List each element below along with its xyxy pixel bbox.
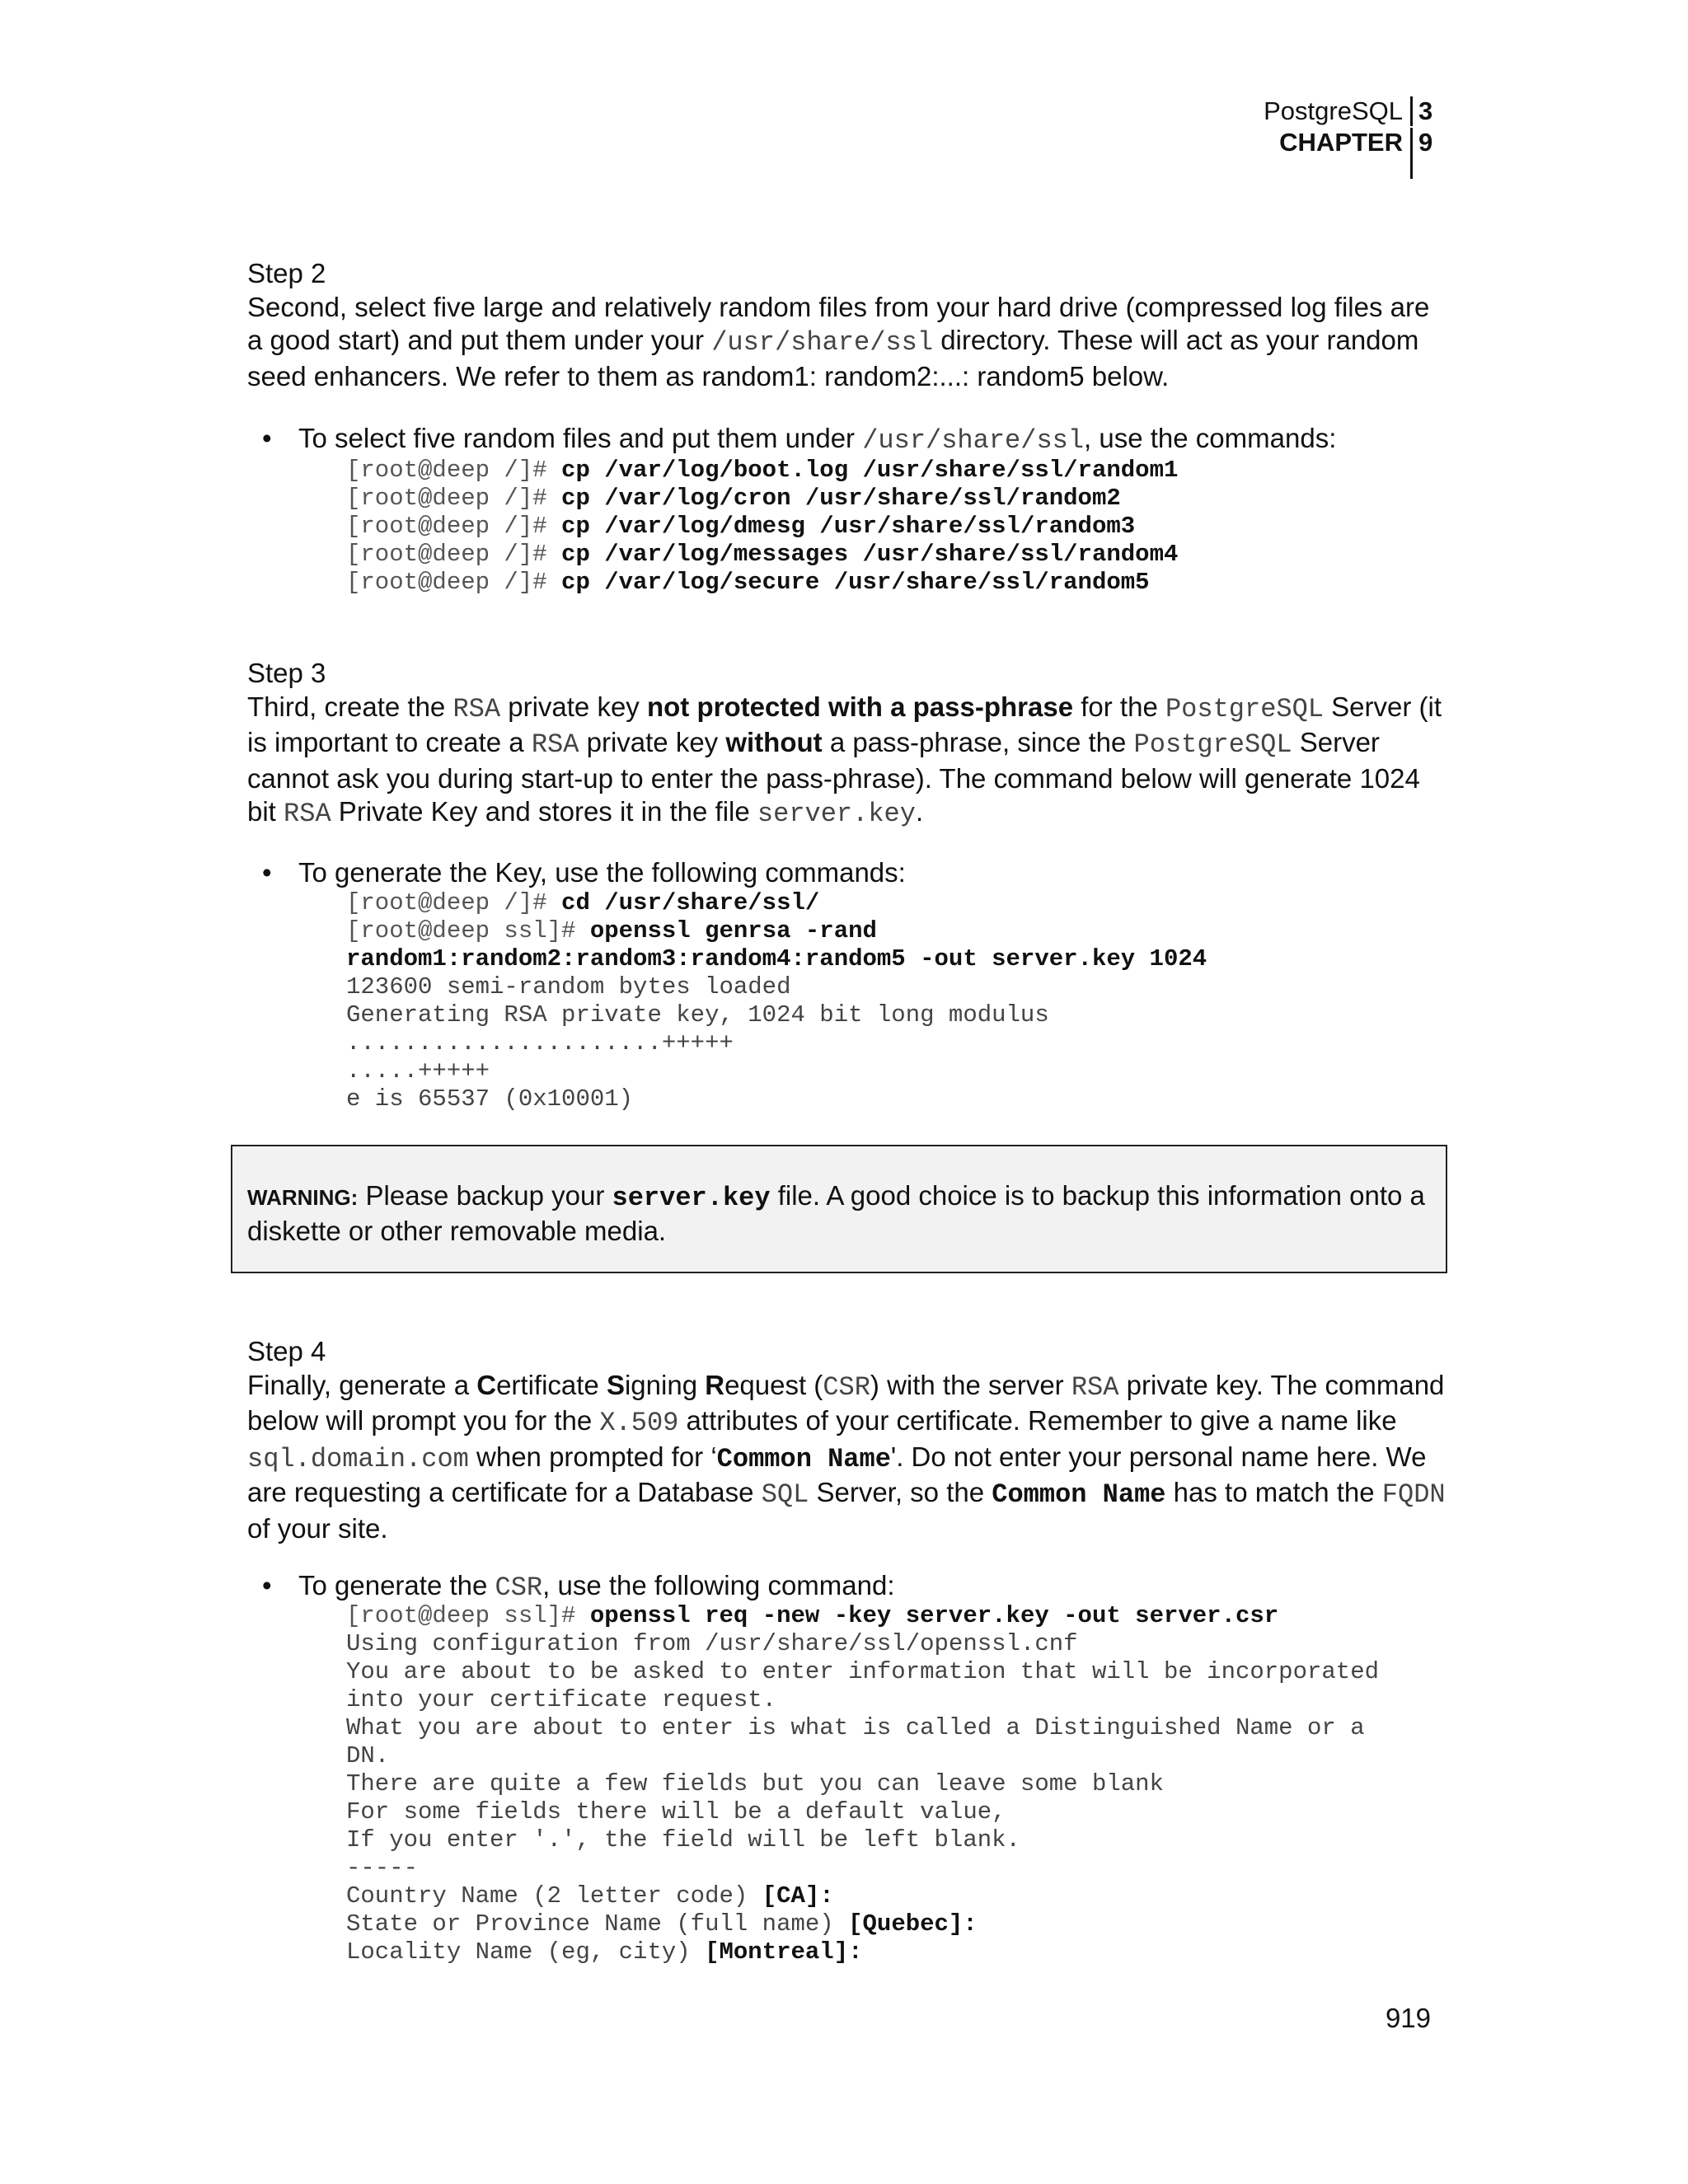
code-prompt: [root@deep /]#: [346, 485, 562, 512]
code-output-line: .....+++++: [346, 1057, 490, 1085]
bullet-icon: •: [262, 857, 272, 888]
code-output-line: You are about to be asked to enter information that will be incorporated: [346, 1658, 1380, 1685]
step3-bullet-text: To generate the Key, use the following commands:: [298, 857, 906, 888]
inline-code: server.key: [757, 799, 916, 829]
bold-text: not protected with a pass-phrase: [646, 691, 1074, 722]
code-prompt: [root@deep /]#: [346, 541, 562, 568]
code-line: [346, 485, 1178, 513]
text: attributes of your certificate. Remember to give a name like: [678, 1405, 1397, 1436]
code-output-line: -----: [346, 1854, 419, 1882]
text: '. Do not enter your personal name here. We are requesting a certificate for a Database: [247, 1441, 1427, 1507]
text: private key. The command below will prompt you for the: [247, 1369, 1445, 1436]
code-command: cp /var/log/messages /usr/share/ssl/random4: [561, 541, 1179, 568]
text: Finally, generate a: [247, 1369, 477, 1400]
code-prompt: [root@deep ssl]#: [346, 1602, 590, 1629]
code-command: cp /var/log/cron /usr/share/ssl/random2: [561, 485, 1121, 512]
text: when prompted for ‘: [468, 1441, 717, 1472]
text: Third, create the: [247, 691, 453, 722]
code-command: random1:random2:random3:random4:random5 -out server.key 1024: [346, 945, 1207, 972]
step4-bullet: [262, 1569, 895, 1605]
code-output-line: What you are about to enter is what is called a Distinguished Name or a: [346, 1714, 1365, 1741]
bold-text: without: [725, 727, 823, 757]
code-output-line: There are quite a few fields but you can leave some blank: [346, 1770, 1164, 1797]
code-line: [346, 569, 1178, 597]
header-chapter-digit-1: 3: [1410, 96, 1435, 126]
inline-code: RSA: [531, 729, 579, 760]
step4-bullet-text-b: , use the following command:: [542, 1570, 895, 1601]
code-prompt: [root@deep /]#: [346, 889, 562, 916]
code-line: [346, 1910, 1379, 1938]
code-output-line: 123600 semi-random bytes loaded: [346, 973, 791, 1001]
code-line: [346, 541, 1178, 569]
code-output-line: If you enter '.', the field will be left blank.: [346, 1826, 1020, 1854]
warning-file: server.key: [612, 1183, 771, 1213]
inline-code: RSA: [452, 693, 501, 724]
header-chapter-label: CHAPTER: [1279, 128, 1403, 157]
running-header: [1264, 96, 1435, 158]
step2-path: /usr/share/ssl: [711, 327, 934, 358]
code-output-line: DN.: [346, 1742, 390, 1769]
code-command: openssl req -new -key server.key -out server.csr: [589, 1602, 1279, 1629]
header-row-title: [1264, 96, 1435, 127]
bold-text: C: [476, 1369, 497, 1400]
text: igning: [624, 1369, 706, 1400]
step3-code-block: [346, 889, 1207, 1113]
step2-bullet-path: /usr/share/ssl: [862, 425, 1085, 456]
code-command: cp /var/log/boot.log /usr/share/ssl/random1: [561, 457, 1179, 484]
code-line: [346, 1882, 1379, 1910]
text: .: [915, 796, 924, 827]
step3-title: Step 3: [247, 658, 326, 688]
text: a pass-phrase, since the: [822, 727, 1134, 757]
step4-bullet-csr: CSR: [495, 1572, 543, 1603]
inline-code: PostgreSQL: [1133, 729, 1292, 760]
step4-code-block: [346, 1602, 1379, 1966]
code-output-line: ......................+++++: [346, 1029, 734, 1057]
step4-bullet-text-a: To generate the: [298, 1570, 495, 1601]
code-output-line: Using configuration from /usr/share/ssl/openssl.cnf: [346, 1630, 1078, 1657]
code-prompt: [root@deep ssl]#: [346, 917, 590, 944]
step2-section: [247, 257, 1451, 393]
step4-section: [247, 1335, 1451, 1545]
text: Private Key and stores it in the file: [331, 796, 757, 827]
header-row-chapter: [1264, 127, 1435, 158]
step3-bullet: [262, 856, 906, 889]
inline-code: sql.domain.com: [247, 1443, 469, 1474]
text: has to match the: [1165, 1477, 1382, 1507]
code-command: cd /usr/share/ssl/: [561, 889, 820, 916]
code-prompt: [root@deep /]#: [346, 457, 562, 484]
code-command: cp /var/log/secure /usr/share/ssl/random5: [561, 569, 1150, 596]
code-output-line: e is 65537 (0x10001): [346, 1085, 634, 1113]
text: for the: [1073, 691, 1165, 722]
prompt-question: Country Name (2 letter code): [346, 1882, 762, 1910]
step2-text-b: directory. These will act as your random seed enhancers. We refer to them as random1: random2:...: random5 below.: [247, 325, 1419, 391]
prompt-question: Locality Name (eg, city): [346, 1938, 706, 1966]
prompt-default: [Quebec]:: [848, 1910, 978, 1938]
code-line: [346, 1602, 1379, 1630]
inline-code: SQL: [761, 1479, 809, 1510]
prompt-default: [Montreal]:: [705, 1938, 863, 1966]
bold-text: R: [705, 1369, 725, 1400]
header-chapter-digit-2: 9: [1410, 128, 1435, 179]
step2-text-a: Second, select five large and relatively random files from your hard drive (compressed log files are a good start) and put them under your: [247, 291, 1430, 355]
text: Server (it is important to create a: [247, 691, 1442, 757]
code-output-line: Generating RSA private key, 1024 bit long modulus: [346, 1001, 1049, 1029]
page-number: 919: [1385, 2003, 1431, 2033]
text: of your site.: [247, 1512, 388, 1544]
inline-code-bold: Common Name: [992, 1479, 1166, 1510]
text: ertificate: [496, 1369, 607, 1400]
code-output-line: For some fields there will be a default value,: [346, 1798, 1006, 1825]
step3-section: [247, 657, 1451, 832]
code-prompt: [root@deep /]#: [346, 569, 562, 596]
code-line: [346, 945, 1207, 973]
prompt-question: State or Province Name (full name): [346, 1910, 849, 1938]
text: ) with the server: [870, 1369, 1071, 1400]
bold-text: S: [606, 1369, 625, 1400]
text: private key: [500, 691, 647, 722]
warning-text-a: Please backup your: [358, 1180, 612, 1211]
warning-callout: [231, 1145, 1447, 1273]
prompt-default: [CA]:: [762, 1882, 834, 1910]
code-line: [346, 889, 1207, 917]
inline-code: CSR: [823, 1371, 870, 1403]
step2-bullet-text-a: To select five random files and put them under: [298, 423, 863, 453]
code-command: cp /var/log/dmesg /usr/share/ssl/random3: [561, 513, 1136, 540]
code-line: [346, 457, 1178, 485]
step2-paragraph: [247, 291, 1451, 394]
warning-text-b: file. A good choice is to backup this information onto a diskette or other removable media.: [247, 1180, 1425, 1246]
inline-code: RSA: [284, 799, 331, 829]
warning-label: WARNING:: [247, 1185, 359, 1210]
text: equest (: [724, 1369, 823, 1400]
step2-bullet: [262, 422, 1337, 457]
inline-code: FQDN: [1381, 1479, 1446, 1510]
code-command: openssl genrsa -rand: [589, 917, 877, 944]
code-line: [346, 917, 1207, 945]
text: Server cannot ask you during start-up to enter the pass-phrase). The command below will generate 1024 bit: [247, 727, 1420, 827]
bullet-icon: •: [262, 423, 272, 453]
inline-code: RSA: [1071, 1371, 1119, 1403]
bullet-icon: •: [262, 1570, 272, 1601]
code-output-line: into your certificate request.: [346, 1686, 777, 1713]
code-prompt: [root@deep /]#: [346, 513, 562, 540]
inline-code: X.509: [599, 1408, 679, 1438]
inline-code: PostgreSQL: [1165, 693, 1324, 724]
step2-bullet-text-b: , use the commands:: [1084, 423, 1337, 453]
header-title: PostgreSQL: [1264, 96, 1403, 125]
inline-code-bold: Common Name: [716, 1443, 891, 1474]
step4-title: Step 4: [247, 1336, 326, 1366]
text: private key: [579, 727, 726, 757]
code-line: [346, 1938, 1379, 1966]
step3-paragraph: [247, 691, 1451, 832]
step4-paragraph: [247, 1369, 1451, 1546]
text: Server, so the: [809, 1477, 992, 1507]
code-line: [346, 513, 1178, 541]
step2-code-block: [346, 457, 1178, 597]
step2-title: Step 2: [247, 258, 326, 288]
